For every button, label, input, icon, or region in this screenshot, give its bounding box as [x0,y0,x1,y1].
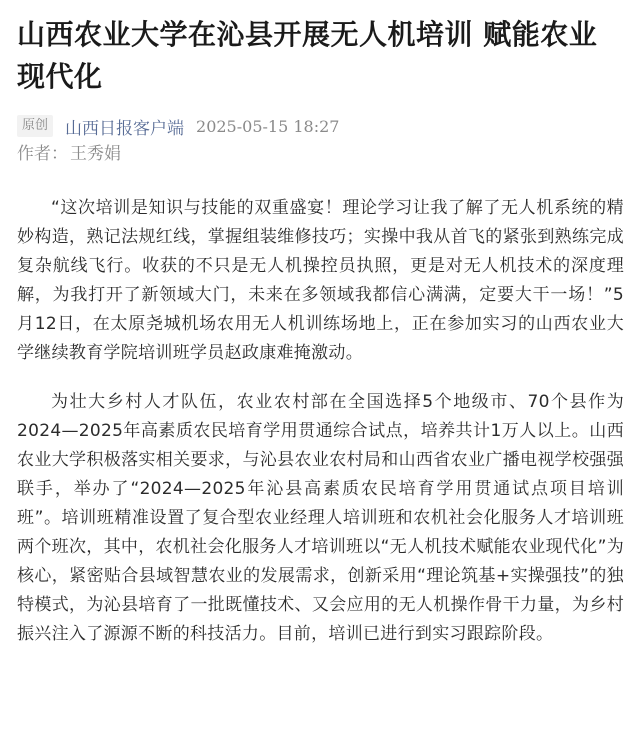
paragraph: 为壮大乡村人才队伍，农业农村部在全国选择5个地级市、70个县作为2024—2025年高素质农民培育学用贯通综合试点，培养共计1万人以上。山西农业大学积极落实相关要求，与沁县农业农村局和山西省农业广播电视学校强强联手，举办了“2024—2025年沁县高素质农民培育学用贯通试点项目培训班”。培训班精准设置了复合型农业经理人培训班和农机社会化服务人才培训班两个班次，其中，农机社会化服务人才培训班以“无人机技术赋能农业现代化”为核心，紧密贴合县域智慧农业的发展需求，创新采用“理论筑基+实操强技”的独特模式，为沁县培育了一批既懂技术、又会应用的无人机操作骨干力量，为乡村振兴注入了源源不断的科技活力。目前，培训已进行到实习跟踪阶段。 [17,392,624,644]
article-title: 山西农业大学在沁县开展无人机培训 赋能农业现代化 [17,18,598,93]
article-meta [17,113,624,139]
publish-datetime: 2025-05-15 18:27 [196,116,340,136]
article-body [17,194,624,649]
original-badge: 原创 [17,115,53,137]
source-link[interactable]: 山西日报客户端 [65,118,185,139]
author-line [17,141,624,167]
author-label: 作者： [17,144,68,164]
paragraph: “这次培训是知识与技能的双重盛宴！理论学习让我了解了无人机系统的精妙构造，熟记法规红线，掌握组装维修技巧；实操中我从首飞的紧张到熟练完成复杂航线飞行。收获的不只是无人机操控员执照，更是对无人机技术的深度理解，为我打开了新领域大门，未来在多领域我都信心满满，定要大干一场！”5月12日，在太原尧城机场农用无人机训练场地上，正在参加实习的山西农业大学继续教育学院培训班学员赵政康难掩激动。 [17,198,624,363]
author-name: 王秀娟 [70,144,121,164]
